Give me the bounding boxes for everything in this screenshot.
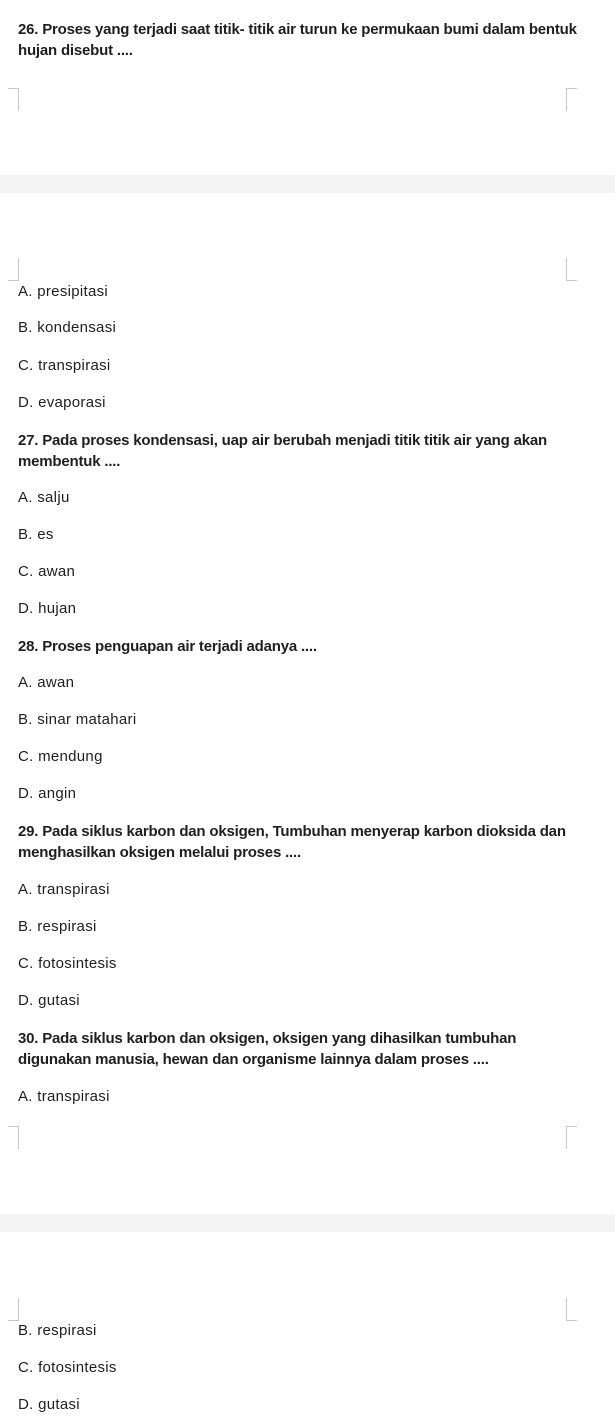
question-number: 30. bbox=[18, 1030, 39, 1047]
crop-mark-bottom-right bbox=[566, 1298, 577, 1321]
question-27 bbox=[18, 430, 590, 472]
option-28-b[interactable]: B. sinar matahari bbox=[18, 711, 137, 728]
question-29 bbox=[18, 821, 590, 863]
crop-mark-top-right bbox=[566, 88, 577, 111]
option-29-d[interactable]: D. gutasi bbox=[18, 992, 80, 1009]
crop-mark-bottom-right bbox=[566, 258, 577, 281]
option-28-d[interactable]: D. angin bbox=[18, 785, 77, 802]
question-text: Proses penguapan air terjadi adanya .... bbox=[42, 638, 317, 655]
option-27-a[interactable]: A. salju bbox=[18, 489, 70, 506]
question-number: 26. bbox=[18, 21, 39, 38]
option-29-c[interactable]: C. fotosintesis bbox=[18, 955, 117, 972]
crop-mark-top-left bbox=[8, 88, 19, 111]
option-28-c[interactable]: C. mendung bbox=[18, 748, 103, 765]
option-27-b[interactable]: B. es bbox=[18, 526, 54, 543]
question-30 bbox=[18, 1028, 590, 1070]
option-27-c[interactable]: C. awan bbox=[18, 563, 76, 580]
question-text: Proses yang terjadi saat titik- titik air turun ke permukaan bumi dalam bentuk hujan disebut .... bbox=[18, 21, 577, 59]
option-30-d[interactable]: D. gutasi bbox=[18, 1396, 80, 1413]
question-text: Pada siklus karbon dan oksigen, oksigen yang dihasilkan tumbuhan digunakan manusia, hewan dan organisme lainnya dalam proses .... bbox=[18, 1030, 517, 1068]
option-30-b[interactable]: B. respirasi bbox=[18, 1322, 97, 1339]
option-30-c[interactable]: C. fotosintesis bbox=[18, 1359, 117, 1376]
question-26 bbox=[18, 19, 590, 61]
option-29-a[interactable]: A. transpirasi bbox=[18, 881, 110, 898]
option-26-a[interactable]: A. presipitasi bbox=[18, 283, 109, 300]
option-30-a[interactable]: A. transpirasi bbox=[18, 1088, 110, 1105]
option-26-d[interactable]: D. evaporasi bbox=[18, 394, 106, 411]
option-26-b[interactable]: B. kondensasi bbox=[18, 319, 117, 336]
crop-mark-bottom-left bbox=[8, 258, 19, 281]
crop-mark-bottom-left bbox=[8, 1298, 19, 1321]
crop-mark-top-right bbox=[566, 1126, 577, 1149]
option-28-a[interactable]: A. awan bbox=[18, 674, 75, 691]
question-text: Pada siklus karbon dan oksigen, Tumbuhan menyerap karbon dioksida dan menghasilkan oksigen melalui proses .... bbox=[18, 823, 566, 861]
page-break-band bbox=[0, 1214, 615, 1232]
crop-mark-top-left bbox=[8, 1126, 19, 1149]
question-number: 27. bbox=[18, 432, 39, 449]
page-break-band bbox=[0, 175, 615, 193]
option-29-b[interactable]: B. respirasi bbox=[18, 918, 97, 935]
option-27-d[interactable]: D. hujan bbox=[18, 600, 77, 617]
question-number: 28. bbox=[18, 638, 39, 655]
option-26-c[interactable]: C. transpirasi bbox=[18, 357, 111, 374]
question-text: Pada proses kondensasi, uap air berubah menjadi titik titik air yang akan membentuk .... bbox=[18, 432, 547, 470]
question-28 bbox=[18, 636, 590, 657]
question-number: 29. bbox=[18, 823, 39, 840]
